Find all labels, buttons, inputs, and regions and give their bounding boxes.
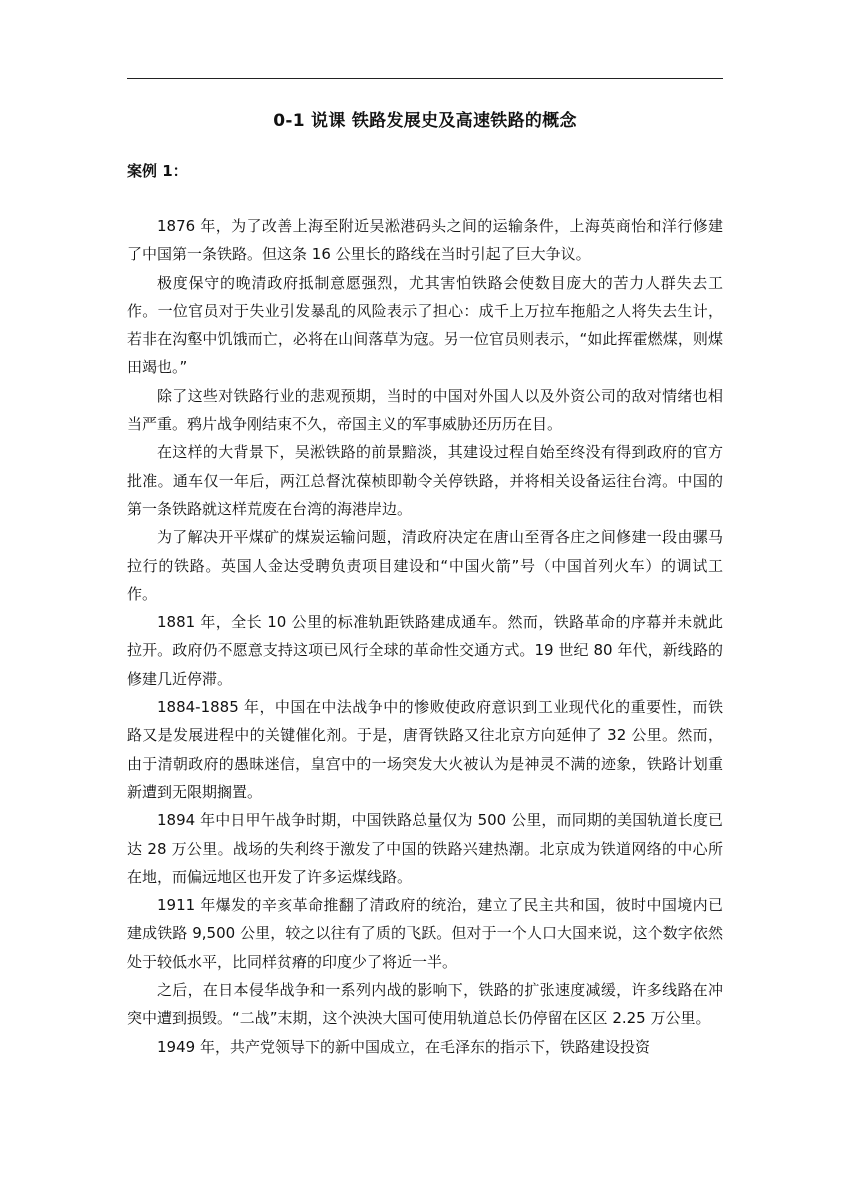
- paragraph: 之后，在日本侵华战争和一系列内战的影响下，铁路的扩张速度减缓，许多线路在冲突中遭到损毁。“二战”末期，这个泱泱大国可使用轨道总长仍停留在区区 2.25 万公里。: [127, 981, 723, 1028]
- header-rule: [127, 78, 723, 79]
- paragraph: 除了这些对铁路行业的悲观预期，当时的中国对外国人以及外资公司的敌对情绪也相当严重。鸦片战争刚结束不久，帝国主义的军事威胁还历历在目。: [127, 386, 723, 434]
- paragraph: 1894 年中日甲午战争时期，中国铁路总量仅为 500 公里，而同期的美国轨道长度已达 28 万公里。战场的失利终于激发了中国的铁路兴建热潮。北京成为铁道网络的中心所在地，而偏远地区也开发了许多运煤线路。: [127, 811, 723, 886]
- paragraph: 1881 年，全长 10 公里的标准轨距铁路建成通车。然而，铁路革命的序幕并未就此拉开。政府仍不愿意支持这项已风行全球的革命性交通方式。19 世纪 80 年代，新线路的修建几近停滞。: [127, 613, 723, 688]
- paragraph: 1884-1885 年，中国在中法战争中的惨败使政府意识到工业现代化的重要性，而铁路又是发展进程中的关键催化剂。于是，唐胥铁路又往北京方向延伸了 32 公里。然而，由于清朝政府的愚昧迷信，皇宫中的一场突发大火被认为是神灵不满的迹象，铁路计划重新遭到无限期搁置。: [127, 698, 723, 801]
- case-label: 案例 1：: [127, 162, 188, 180]
- body-text: [127, 212, 723, 1061]
- paragraph: 1911 年爆发的辛亥革命推翻了清政府的统治，建立了民主共和国，彼时中国境内已建成铁路 9,500 公里，较之以往有了质的飞跃。但对于一个人口大国来说，这个数字依然处于较低水平，比同样贫瘠的印度少了将近一半。: [127, 896, 723, 971]
- paragraph: 1949 年，共产党领导下的新中国成立，在毛泽东的指示下，铁路建设投资: [157, 1037, 650, 1056]
- paragraph: 在这样的大背景下，吴淞铁路的前景黯淡，其建设过程自始至终没有得到政府的官方批准。通车仅一年后，两江总督沈葆桢即勒令关停铁路，并将相关设备运往台湾。中国的第一条铁路就这样荒废在台湾的海港岸边。: [127, 443, 723, 518]
- paragraph: 1876 年，为了改善上海至附近吴淞港码头之间的运输条件，上海英商怡和洋行修建了中国第一条铁路。但这条 16 公里长的路线在当时引起了巨大争议。: [127, 217, 723, 264]
- paragraph: 极度保守的晚清政府抵制意愿强烈，尤其害怕铁路会使数目庞大的苦力人群失去工作。一位官员对于失业引发暴乱的风险表示了担心：成千上万拉车拖船之人将失去生计，若非在沟壑中饥饿而亡，必将在山间落草为寇。另一位官员则表示，“如此挥霍燃煤，则煤田竭也。”: [127, 273, 723, 377]
- page-title: 0-1 说课 铁路发展史及高速铁路的概念: [273, 111, 577, 131]
- paragraph: 为了解决开平煤矿的煤炭运输问题，清政府决定在唐山至胥各庄之间修建一段由骡马拉行的铁路。英国人金达受聘负责项目建设和“中国火箭”号（中国首列火车）的调试工作。: [127, 528, 723, 603]
